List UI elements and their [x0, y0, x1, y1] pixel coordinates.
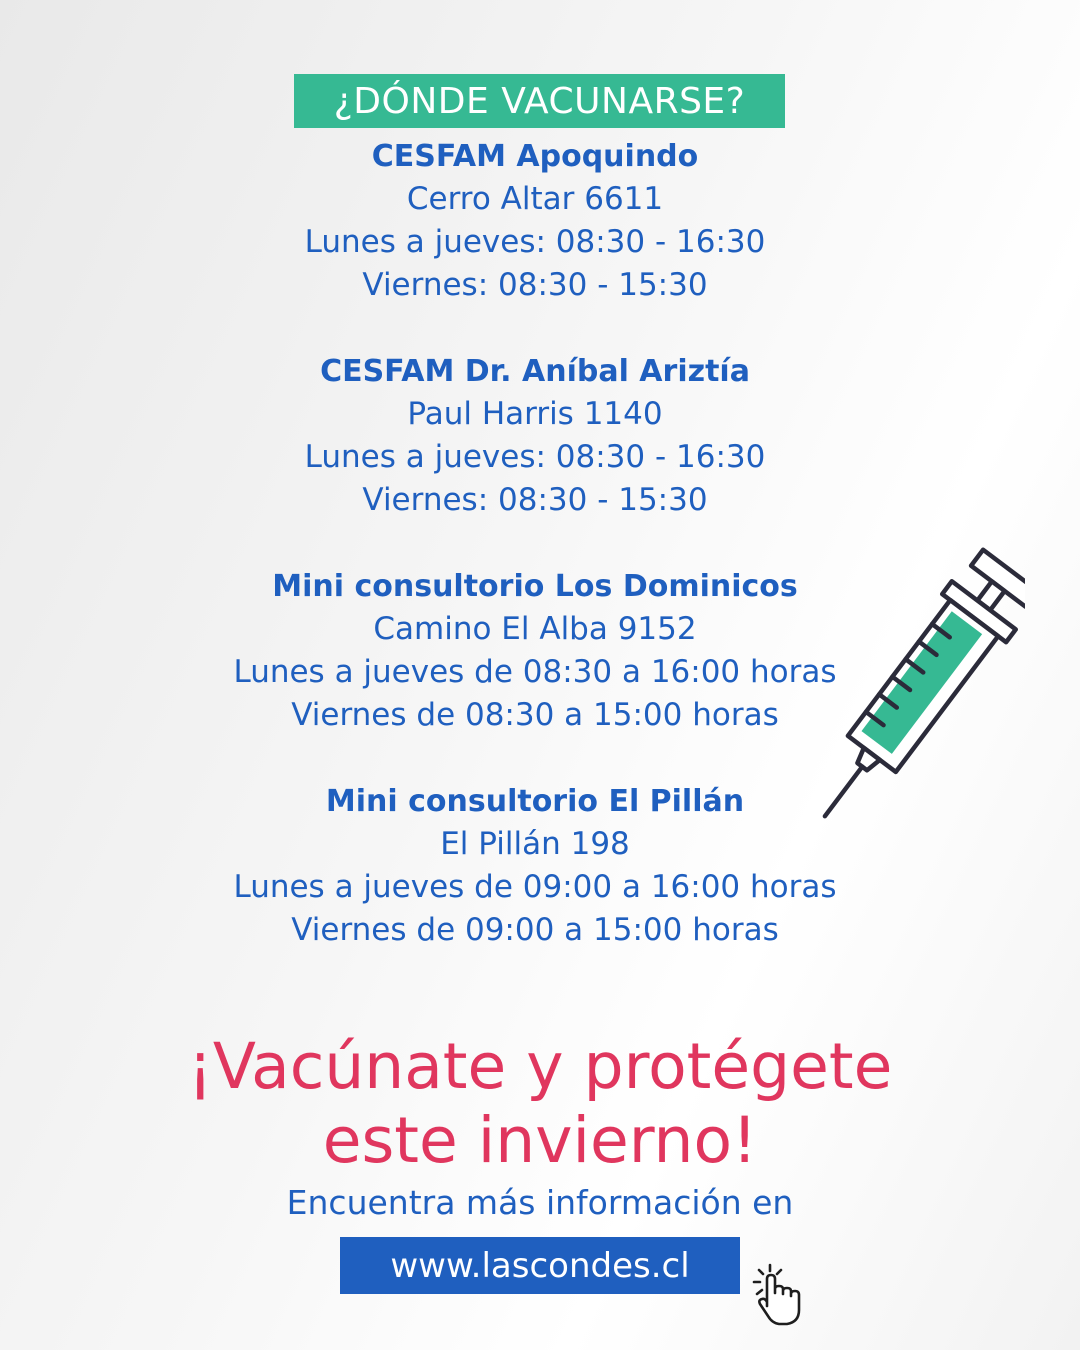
location-hours-weekdays: Lunes a jueves de 08:30 a 16:00 horas: [233, 654, 837, 690]
location-name: Mini consultorio Los Dominicos: [272, 569, 798, 604]
slogan: [0, 1030, 1080, 1178]
syringe-icon: [820, 540, 1025, 840]
info-text: Encuentra más información en: [286, 1183, 794, 1222]
slogan-line-2: este invierno!: [322, 1104, 758, 1177]
location-address: Cerro Altar 6611: [406, 181, 664, 217]
location-address: Paul Harris 1140: [407, 396, 663, 432]
location-name: CESFAM Apoquindo: [371, 139, 699, 174]
hand-pointer-icon: [748, 1262, 816, 1328]
location-hours-weekdays: Lunes a jueves: 08:30 - 16:30: [304, 224, 766, 260]
title-badge: [294, 74, 785, 128]
location-hours-friday: Viernes: 08:30 - 15:30: [362, 267, 708, 303]
location-address: Camino El Alba 9152: [373, 611, 697, 647]
location-hours-friday: Viernes: 08:30 - 15:30: [362, 482, 708, 518]
location-card: [0, 135, 1070, 307]
location-hours-weekdays: Lunes a jueves: 08:30 - 16:30: [304, 439, 766, 475]
slogan-line-1: ¡Vacúnate y protégete: [187, 1030, 893, 1103]
location-hours-friday: Viernes de 08:30 a 15:00 horas: [291, 697, 779, 733]
location-address: El Pillán 198: [440, 826, 630, 862]
location-name: CESFAM Dr. Aníbal Ariztía: [320, 354, 750, 389]
website-url[interactable]: www.lascondes.cl: [390, 1245, 690, 1286]
page-title: ¿DÓNDE VACUNARSE?: [333, 80, 746, 122]
location-hours-friday: Viernes de 09:00 a 15:00 horas: [291, 912, 779, 948]
location-hours-weekdays: Lunes a jueves de 09:00 a 16:00 horas: [233, 869, 837, 905]
website-link[interactable]: [340, 1237, 740, 1294]
location-name: Mini consultorio El Pillán: [325, 784, 745, 819]
location-card: [0, 350, 1070, 522]
